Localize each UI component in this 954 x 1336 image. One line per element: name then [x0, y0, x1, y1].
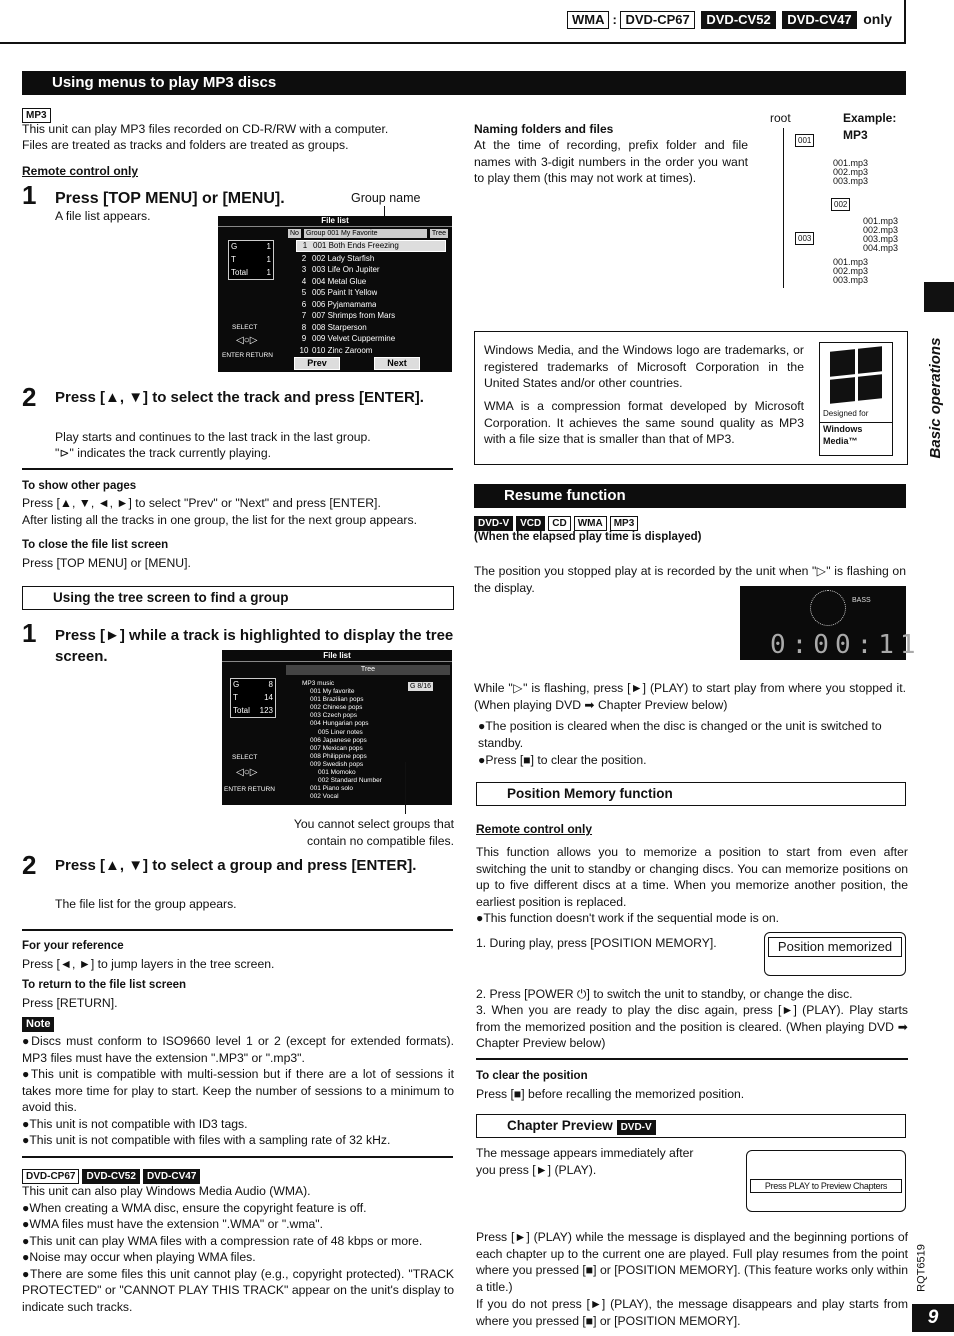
intro-line-2: Files are treated as tracks and folders are treated as groups.: [22, 138, 349, 152]
tree-screen-title: File list: [222, 650, 452, 662]
return-text: Press [RETURN].: [22, 996, 118, 1010]
pm-step-1: 1. During play, press [POSITION MEMORY].: [476, 936, 717, 950]
divider: [22, 468, 453, 470]
header-model-tags: [567, 10, 892, 29]
sidebar-tab-block: [924, 282, 954, 312]
other-pages-text-1: Press [▲, ▼, ◄, ►] to select "Prev" or "Next" and press [ENTER].: [22, 496, 381, 510]
divider: [22, 1156, 453, 1158]
tree-item[interactable]: 001 Piano solo: [310, 785, 354, 793]
group-name-label: Group name: [351, 191, 421, 205]
tree-trunk: [783, 128, 784, 288]
wma-model-tags: DVD-CP67 DVD-CV52 DVD-CV47: [22, 1167, 203, 1184]
tree-item[interactable]: 003 Czech pops: [310, 712, 357, 720]
track-row[interactable]: 5 005 Paint It Yellow: [301, 288, 378, 297]
chapter-preview-heading: Chapter Preview DVD-V: [476, 1114, 906, 1138]
windows-media-logo: Designed for Windows Media™: [819, 342, 893, 456]
position-memorized-osd: [764, 932, 906, 976]
file-list-screen-title: File list: [218, 216, 452, 227]
tree-item[interactable]: 006 Japanese pops: [310, 736, 367, 744]
file-group-a: 001.mp3 002.mp3 003.mp3: [833, 158, 869, 186]
tag-cp67: DVD-CP67: [620, 11, 694, 29]
track-row[interactable]: 7 007 Shrimps from Mars: [301, 311, 396, 320]
tree-item[interactable]: 001 Momoko: [318, 769, 356, 777]
cannot-select-pointer: [405, 762, 406, 814]
chapter-osd: [746, 1150, 906, 1212]
tree-step1-number: 1: [22, 618, 37, 648]
tree-step2-title: Press [▲, ▼] to select a group and press [ENTER].: [55, 857, 417, 874]
note-item: ●This unit is compatible with multi-session but if there are a lot of sessions it takes more time for play to start. Keep the number of sessions to a minimum to avoid this.: [22, 1067, 454, 1114]
divider: [476, 1058, 908, 1060]
resume-when: (When the elapsed play time is displayed): [474, 531, 702, 543]
tag-cv47: DVD-CV47: [782, 11, 856, 29]
tree-item[interactable]: 009 Swedish pops: [310, 760, 364, 768]
tree-step2-desc: The file list for the group appears.: [55, 897, 237, 911]
step1-number: 1: [22, 180, 37, 210]
note-item: ●Discs must conform to ISO9660 level 1 or 2 (except for extended formats). MP3 files must have the extension ".MP3" or ".mp3".: [22, 1034, 454, 1065]
reference-heading: For your reference: [22, 940, 124, 952]
track-row[interactable]: 2 002 Lady Starfish: [301, 253, 375, 263]
wma-intro: This unit can also play Windows Media Audio (WMA).: [22, 1184, 311, 1198]
wma-item: ●Noise may occur when playing WMA files.: [22, 1250, 256, 1264]
next-button[interactable]: Next: [374, 357, 420, 370]
wma-item: ●WMA files must have the extension ".WMA" or ".wma".: [22, 1217, 324, 1231]
track-row[interactable]: 10 010 Zinc Zaroom: [299, 345, 373, 355]
tree-mp3-label: MP3: [843, 128, 868, 142]
position-memory-text: This function allows you to memorize a position to start from even after switching the unit to standby or changing discs. You can memorize positions on up to five different discs at a time. When you memorize another position, the earliest position is replaced.: [476, 845, 908, 909]
file-group-c: 001.mp3 002.mp3 003.mp3: [833, 257, 869, 285]
windows-media-box: [474, 331, 908, 465]
track-row[interactable]: 8 008 Starperson: [301, 322, 367, 332]
wma-list: [22, 1183, 454, 1315]
step2-title: Press [▲, ▼] to select the track and press [ENTER].: [55, 389, 424, 406]
note-badge: Note: [22, 1017, 54, 1032]
tree-screen: [222, 650, 452, 805]
windows-media-text-1: Windows Media, and the Windows logo are trademarks, or registered trademarks of Microsoft Corporation in the United States and/or other countries.: [484, 343, 804, 390]
position-memory-heading: Position Memory function: [476, 782, 906, 806]
other-pages-heading: To show other pages: [22, 480, 137, 492]
clear-text: Press [■] before recalling the memorized position.: [476, 1087, 745, 1101]
file-list-select-label: SELECT: [232, 324, 258, 331]
tree-root-label: root: [770, 111, 791, 125]
step2-desc-1: Play starts and continues to the last track in the last group.: [55, 430, 371, 444]
naming-heading: Naming folders and files: [474, 122, 614, 136]
tag-wma: WMA: [567, 11, 610, 29]
tree-step2-number: 2: [22, 850, 37, 880]
step1-title: Press [TOP MENU] or [MENU].: [55, 190, 285, 207]
page-number: 9: [927, 1307, 939, 1328]
display-bass-label: BASS: [852, 597, 871, 604]
file-list-tab-group[interactable]: Group 001 My Favorite: [304, 229, 427, 238]
tree-g-badge: G 8/16: [410, 683, 432, 690]
wma-item: ●There are some files this unit cannot play (e.g., copyright protected). "TRACK PROTECTED" or "CANNOT PLAY THIS TRACK" appear on the unit's display to indicate such tracks.: [22, 1266, 454, 1314]
mp3-tag: MP3: [22, 106, 54, 123]
windows-flag-icon: [830, 346, 882, 403]
section-title-mp3: Using menus to play MP3 discs: [22, 71, 906, 95]
wma-item: ●This unit can play WMA files with a compression rate of 48 kbps or more.: [22, 1233, 423, 1248]
other-pages-text-2: After listing all the tracks in one group, the list for the next group appears.: [22, 513, 417, 527]
resume-tags: DVD-V VCD CD WMA MP3: [474, 514, 641, 531]
file-list-tabs: [288, 229, 448, 238]
resume-bullet-2: ●Press [■] to clear the position.: [478, 753, 647, 767]
tree-root[interactable]: MP3 music: [302, 680, 335, 687]
chapter-dvdv-tag: DVD-V: [617, 1120, 656, 1135]
track-row[interactable]: 6 006 Pyjamamama: [301, 299, 377, 309]
resume-text-2: While "▷" is flashing, press [►] (PLAY) to start play from where you stopped it. (When playing DVD ➡ Chapter Preview below): [474, 681, 906, 712]
track-row[interactable]: 1 001 Both Ends Freezing: [296, 240, 446, 252]
remote-dpad-icon: ◁○▷: [236, 335, 258, 346]
tree-screen-heading: Using the tree screen to find a group: [22, 586, 454, 610]
tree-select-label: SELECT: [232, 754, 258, 761]
windows-media-text-2: WMA is a compression format developed by Microsoft Corporation. It achieves the same sound quality as MP3 with a file size that is smaller than that of MP3.: [484, 399, 804, 446]
position-memorized-message: Position memorized: [768, 937, 902, 957]
file-list-enter-return: ENTER RETURN: [222, 352, 273, 359]
sidebar-section-label: Basic operations: [926, 337, 944, 459]
section-title-resume: Resume function: [474, 484, 906, 508]
tree-tab[interactable]: Tree: [286, 665, 450, 675]
file-list-screen: [218, 216, 452, 372]
file-list-rows: [296, 240, 446, 357]
tree-example-label: Example:: [843, 111, 897, 125]
unit-display: [740, 586, 922, 660]
display-time: 0:00:11: [770, 630, 922, 660]
chapter-text-2: Press [►] (PLAY) while the message is displayed and the beginning portions of each chapter up to the current one are played. Full play resumes from the point where you pressed [■] or [POSITION MEMORY]. (This feature works only within a title.): [476, 1230, 908, 1294]
tree-item[interactable]: 005 Liner notes: [318, 728, 363, 736]
divider: [22, 929, 453, 931]
tree-item[interactable]: 002 Standard Number: [318, 777, 382, 785]
close-heading: To close the file list screen: [22, 539, 169, 551]
header-only: only: [863, 11, 892, 27]
tree-step1-title: Press [►] while a track is highlighted to display the tree screen.: [55, 627, 454, 665]
pm-step-3: 3. When you are ready to play the disc again, press [►] (PLAY). Play starts from the memorized position and the position is cleared. (When playing DVD ➡ Chapter Preview below): [476, 1003, 908, 1050]
tree-item[interactable]: 002 Chinese pops: [310, 704, 363, 712]
folder-icon: 003: [795, 232, 814, 245]
header-rule: [0, 42, 906, 44]
tree-enter-return: ENTER RETURN: [224, 786, 275, 793]
pm-step-2: 2. Press [POWER ⏻] to switch the unit to standby, or change the disc.: [476, 987, 853, 1001]
close-text: Press [TOP MENU] or [MENU].: [22, 556, 191, 570]
folder-icon: 002: [831, 198, 850, 211]
header-rule-v: [904, 0, 906, 44]
chapter-text-1: The message appears immediately after you press [►] (PLAY).: [476, 1146, 694, 1177]
tag-cv52: DVD-CV52: [701, 11, 775, 29]
chapter-osd-message: Press PLAY to Preview Chapters: [750, 1179, 902, 1193]
chapter-text-3: If you do not press [►] (PLAY), the message disappears and play starts from where you pressed [■] or [POSITION MEMORY].: [476, 1297, 908, 1328]
remote-only-label-2: Remote control only: [476, 822, 593, 836]
cannot-select-note: You cannot select groups that contain no compatible files.: [293, 817, 454, 848]
tree-item[interactable]: 001 My favorite: [310, 688, 355, 696]
folder-tree-example: [765, 112, 915, 297]
tree-item[interactable]: 007 Mexican pops: [310, 744, 363, 752]
tree-item[interactable]: 001 Brazilian pops: [310, 696, 364, 704]
position-memory-bullet: ●This function doesn't work if the sequential mode is on.: [476, 911, 780, 925]
step2-number: 2: [22, 382, 37, 412]
header-sep: :: [612, 12, 617, 27]
tree-item[interactable]: 002 Vocal: [310, 793, 339, 801]
prev-button[interactable]: Prev: [294, 357, 340, 370]
file-group-b: 001.mp3 002.mp3 003.mp3 004.mp3: [863, 216, 899, 253]
tree-item[interactable]: 004 Hungarian pops: [310, 720, 369, 728]
tree-list: [302, 680, 406, 801]
file-list-counters: G 1 T 1 Total 1: [228, 240, 274, 280]
naming-text: At the time of recording, prefix folder and file names with 3-digit numbers in the order you want to play them (this may not work at times).: [474, 138, 748, 185]
track-row[interactable]: 3 003 Life On Jupiter: [301, 265, 380, 274]
remote-only-label: Remote control only: [22, 164, 139, 178]
track-row[interactable]: 4 004 Metal Glue: [301, 276, 367, 286]
file-list-tab-tree[interactable]: Tree: [431, 230, 446, 237]
tree-item[interactable]: 008 Philippine pops: [310, 752, 367, 760]
wma-item: ●When creating a WMA disc, ensure the copyright feature is off.: [22, 1200, 367, 1215]
clear-heading: To clear the position: [476, 1070, 588, 1082]
page-number-box: [912, 1304, 954, 1332]
tree-dpad-icon: ◁○▷: [236, 767, 258, 778]
resume-text-1: The position you stopped play at is recorded by the unit when "▷" is flashing on the display.: [474, 564, 906, 595]
doc-code: RQT6519: [915, 1244, 928, 1292]
return-heading: To return to the file list screen: [22, 979, 187, 991]
resume-bullet-1: ●The position is cleared when the disc is changed or the unit is switched to standby.: [478, 719, 882, 750]
step1-desc: A file list appears.: [55, 209, 151, 223]
note-item: ●This unit is not compatible with ID3 tags.: [22, 1116, 248, 1131]
track-row[interactable]: 9 009 Velvet Cuppermine: [301, 334, 396, 343]
tree-counters: G 8 T 14 Total 123: [230, 678, 276, 718]
notes-list: [22, 1033, 454, 1149]
folder-icon: 001: [795, 134, 814, 147]
intro-line-1: This unit can play MP3 files recorded on CD-R/RW with a computer.: [22, 122, 389, 136]
step2-desc-2: "⊳" indicates the track currently playing.: [55, 446, 271, 460]
note-item: ●This unit is not compatible with files with a sampling rate of 32 kHz.: [22, 1133, 391, 1147]
file-list-tab-no[interactable]: No: [290, 230, 299, 237]
display-disc-icon: [810, 590, 846, 626]
reference-text: Press [◄, ►] to jump layers in the tree screen.: [22, 957, 275, 971]
